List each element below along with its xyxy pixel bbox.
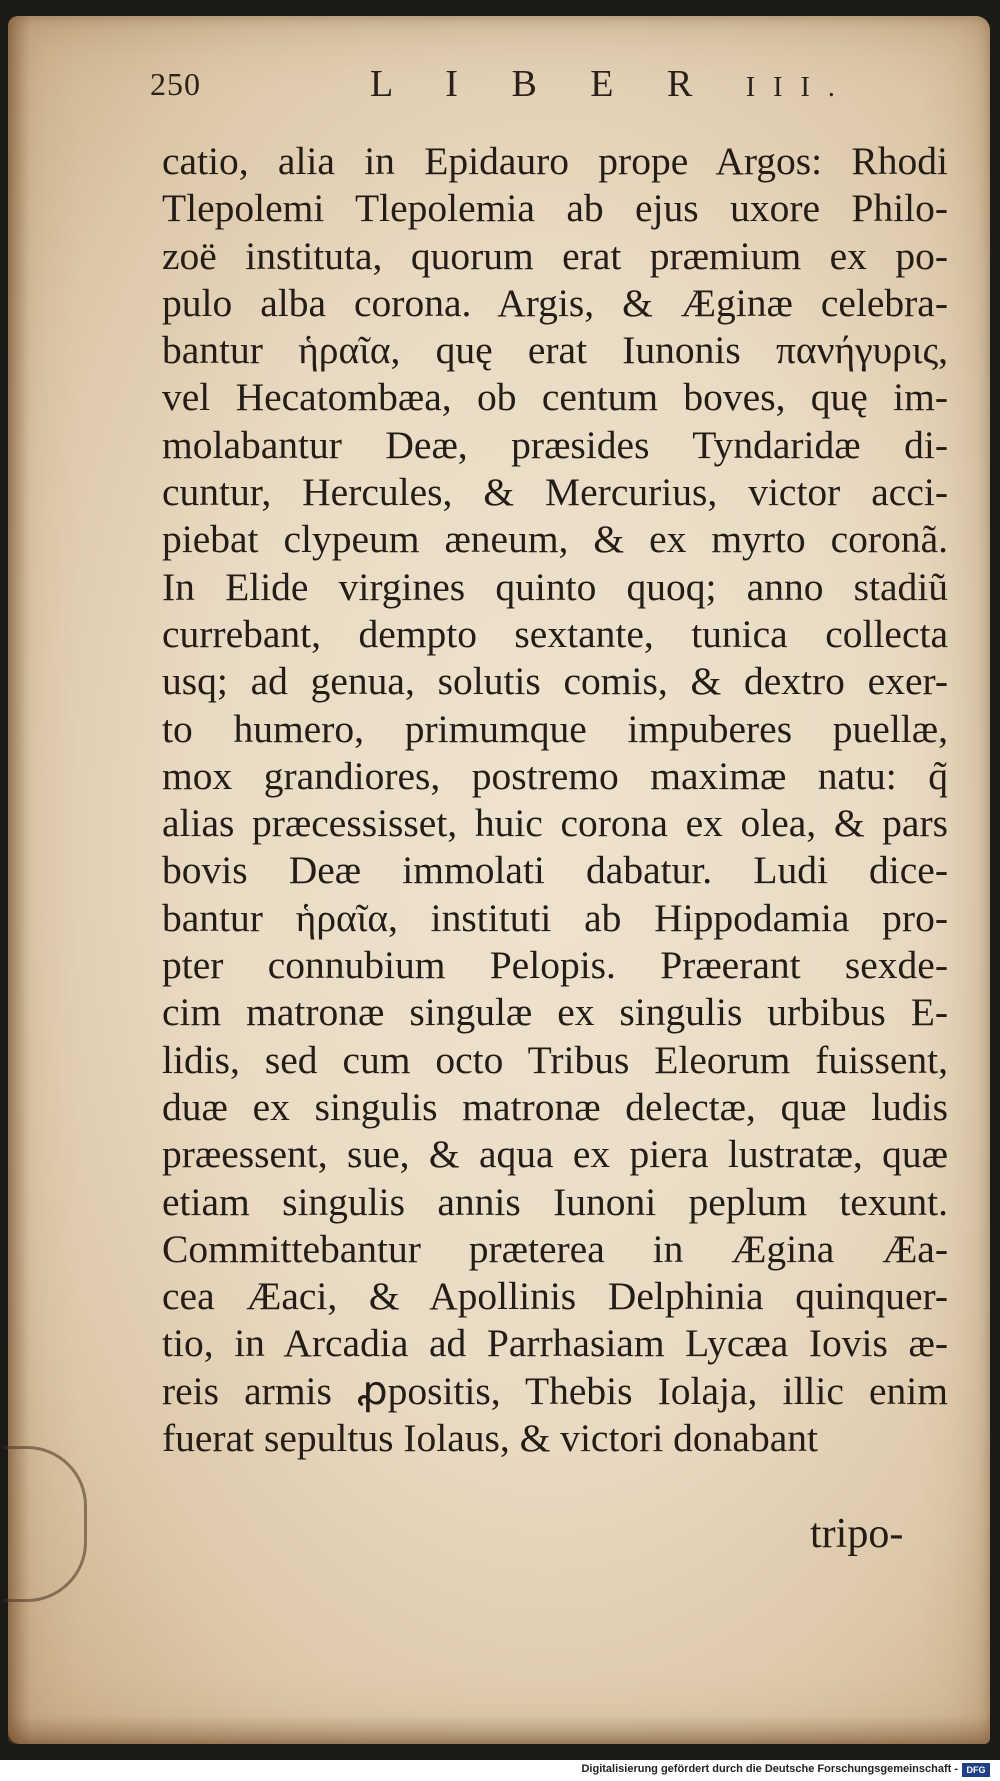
text-line: pulo alba corona. Argis, & Æginæ celebra- bbox=[162, 280, 948, 325]
text-line: cea Æaci, & Apollinis Delphinia quinquer- bbox=[162, 1274, 948, 1319]
text-line: tio, in Arcadia ad Parrhasiam Lycæa Iovis æ- bbox=[162, 1321, 948, 1366]
text-line: cim matronæ singulæ ex singulis urbibus E- bbox=[162, 990, 948, 1035]
text-line: lidis, sed cum octo Tribus Eleorum fuissent, bbox=[162, 1037, 948, 1082]
text-line: piebat clypeum æneum, & ex myrto coronã. bbox=[162, 517, 948, 562]
text-line: currebant, dempto sextante, tunica collecta bbox=[162, 611, 948, 656]
text-line: bantur ἡραῖα, quę erat Iunonis πανήγυρις, bbox=[162, 328, 948, 373]
catchword: tripo- bbox=[810, 1511, 904, 1557]
text-line: pter connubium Pelopis. Præerant sexde- bbox=[162, 943, 948, 988]
text-line: zoë instituta, quorum erat præmium ex po- bbox=[162, 233, 948, 278]
text-line: catio, alia in Epidauro prope Argos: Rhodi bbox=[162, 139, 948, 183]
text-line: duæ ex singulis matronæ delectæ, quæ ludis bbox=[162, 1084, 948, 1129]
text-line: fuerat sepultus Iolaus, & victori donabant bbox=[162, 1416, 818, 1461]
dfg-logo: DFG bbox=[962, 1763, 990, 1777]
book-title bbox=[370, 62, 853, 106]
text-line: reis armis ꝓpositis, Thebis Iolaja, illic enim bbox=[162, 1368, 948, 1413]
text-line: usq; ad genua, solutis comis, & dextro exer- bbox=[162, 659, 948, 704]
binding-clasp-mark bbox=[4, 1446, 87, 1602]
text-line: Committebantur præterea in Ægina Æa- bbox=[162, 1226, 948, 1271]
text-line: alias præcessisset, huic corona ex olea, & pars bbox=[162, 801, 948, 846]
page-number: 250 bbox=[150, 66, 201, 102]
text-line: to humero, primumque impuberes puellæ, bbox=[162, 706, 948, 751]
running-head bbox=[150, 62, 910, 112]
text-line: molabantur Deæ, præsides Tyndaridæ di- bbox=[162, 422, 948, 467]
funding-credit: Digitalisierung gefördert durch die Deutsche Forschungsgemeinschaft - bbox=[581, 1763, 958, 1775]
text-line: mox grandiores, postremo maximæ natu: q̃ bbox=[162, 753, 948, 798]
text-line: bantur ἡραῖα, instituti ab Hippodamia pro- bbox=[162, 895, 948, 940]
book-title-word: L I B E R bbox=[370, 63, 715, 105]
text-line: bovis Deæ immolati dabatur. Ludi dice- bbox=[162, 848, 948, 893]
text-line: præessent, sue, & aqua ex piera lustratæ, quæ bbox=[162, 1132, 948, 1177]
text-line: cuntur, Hercules, & Mercurius, victor acci- bbox=[162, 470, 948, 515]
text-line: Tlepolemi Tlepolemia ab ejus uxore Philo- bbox=[162, 186, 948, 231]
body-text bbox=[162, 138, 948, 1462]
text-line: vel Hecatombæa, ob centum boves, quę im- bbox=[162, 375, 948, 420]
text-line: In Elide virgines quinto quoq; anno stadiũ bbox=[162, 564, 948, 609]
text-line: etiam singulis annis Iunoni peplum texunt. bbox=[162, 1179, 948, 1224]
book-title-numeral: III. bbox=[745, 72, 853, 103]
digitization-footer bbox=[0, 1760, 1000, 1781]
